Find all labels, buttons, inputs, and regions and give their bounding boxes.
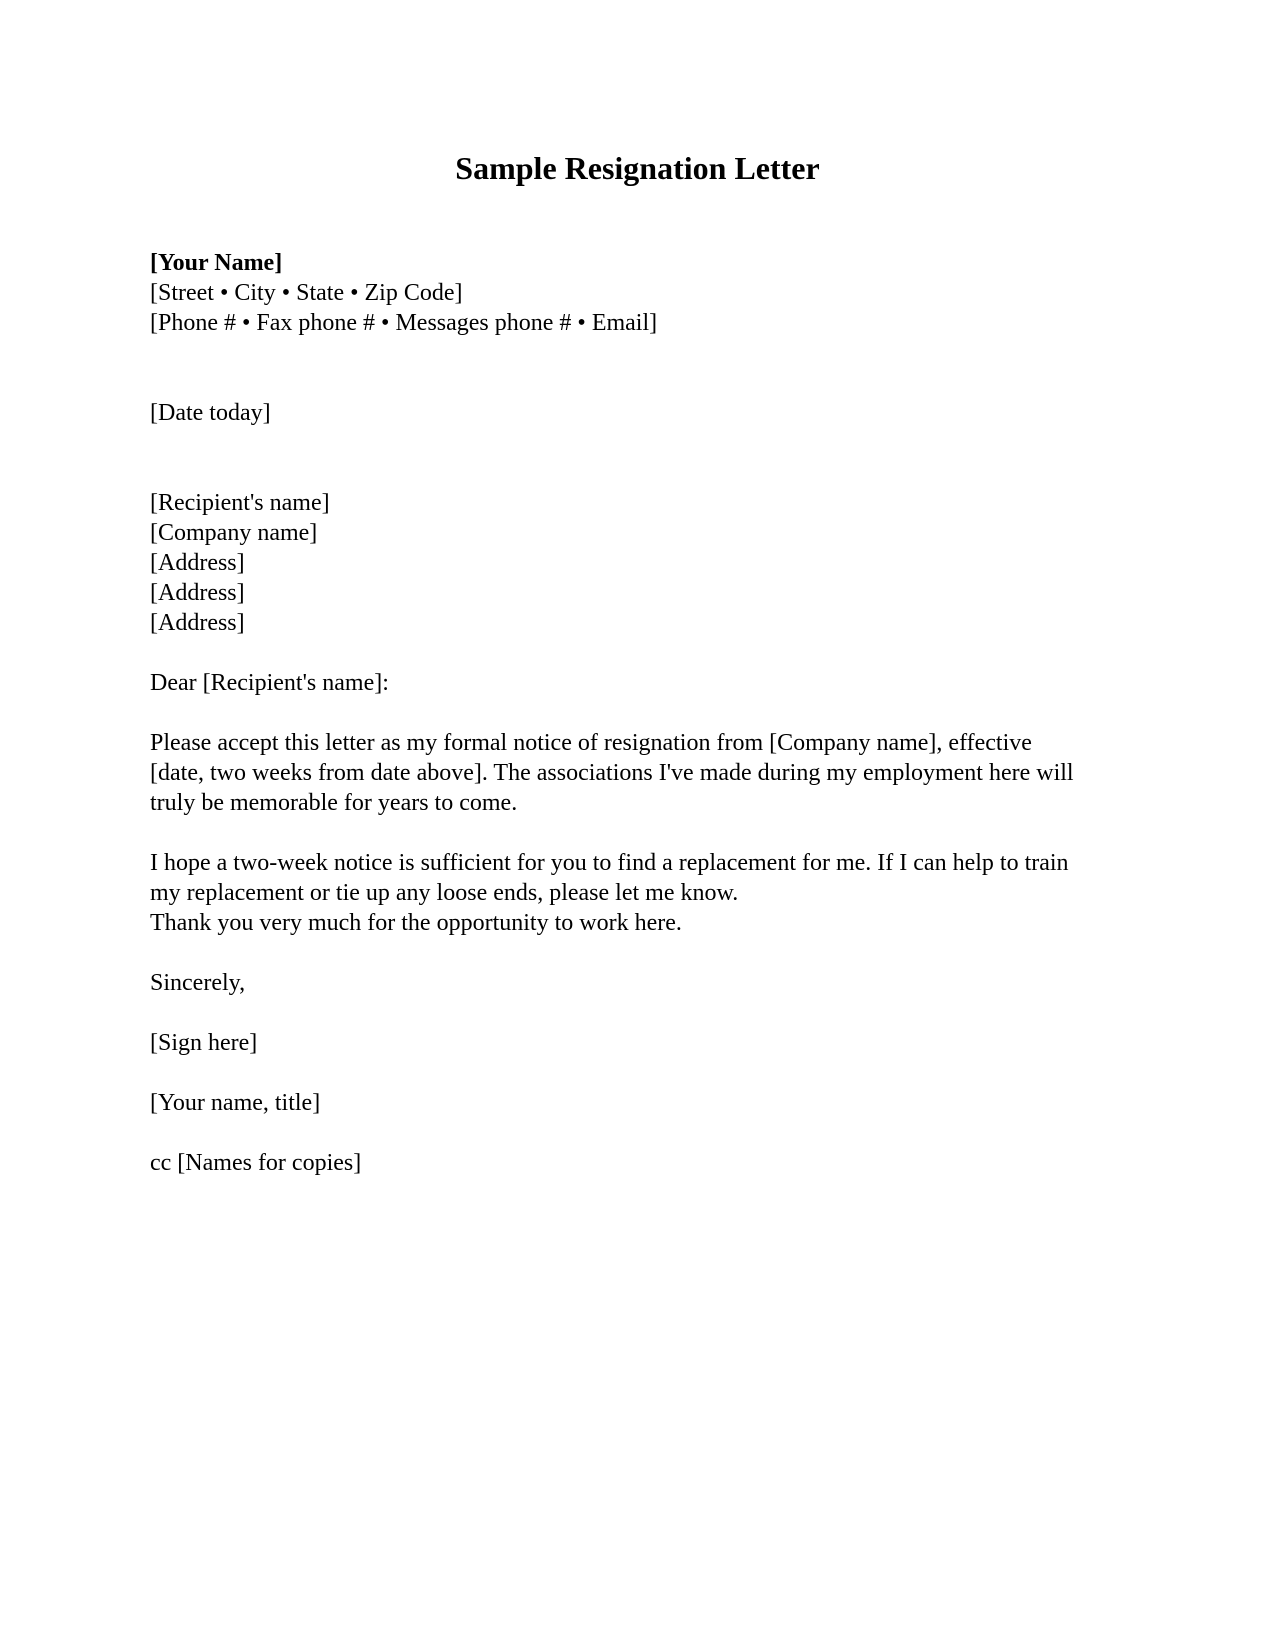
closing: Sincerely, bbox=[150, 970, 246, 996]
paragraph-transition bbox=[150, 848, 1130, 938]
signer-name-title: [Your name, title] bbox=[150, 1090, 321, 1116]
paragraph-line: truly be memorable for years to come. bbox=[150, 790, 518, 816]
salutation: Dear [Recipient's name]: bbox=[150, 670, 389, 696]
sender-address: [Street • City • State • Zip Code] bbox=[150, 280, 463, 306]
signature-placeholder: [Sign here] bbox=[150, 1030, 258, 1056]
letter-body bbox=[150, 248, 1130, 1178]
paragraph-resignation-notice bbox=[150, 728, 1130, 818]
paragraph-line: my replacement or tie up any loose ends, please let me know. bbox=[150, 880, 739, 906]
paragraph-line: [date, two weeks from date above]. The associations I've made during my employment here will bbox=[150, 760, 1074, 786]
paragraph-line: Please accept this letter as my formal notice of resignation from [Company name], effective bbox=[150, 730, 1032, 756]
letter-date: [Date today] bbox=[150, 400, 271, 426]
recipient-address-line: [Address] bbox=[150, 610, 245, 636]
recipient-company: [Company name] bbox=[150, 520, 318, 546]
paragraph-line: I hope a two-week notice is sufficient for you to find a replacement for me. If I can help to train bbox=[150, 850, 1069, 876]
recipient-address-line: [Address] bbox=[150, 580, 245, 606]
sender-name: [Your Name] bbox=[150, 250, 283, 276]
recipient-address-line: [Address] bbox=[150, 550, 245, 576]
sender-contact: [Phone # • Fax phone # • Messages phone # • Email] bbox=[150, 310, 658, 336]
recipient-name: [Recipient's name] bbox=[150, 490, 330, 516]
paragraph-line: Thank you very much for the opportunity to work here. bbox=[150, 910, 682, 936]
document-title: Sample Resignation Letter bbox=[455, 150, 820, 186]
cc-line: cc [Names for copies] bbox=[150, 1150, 362, 1176]
